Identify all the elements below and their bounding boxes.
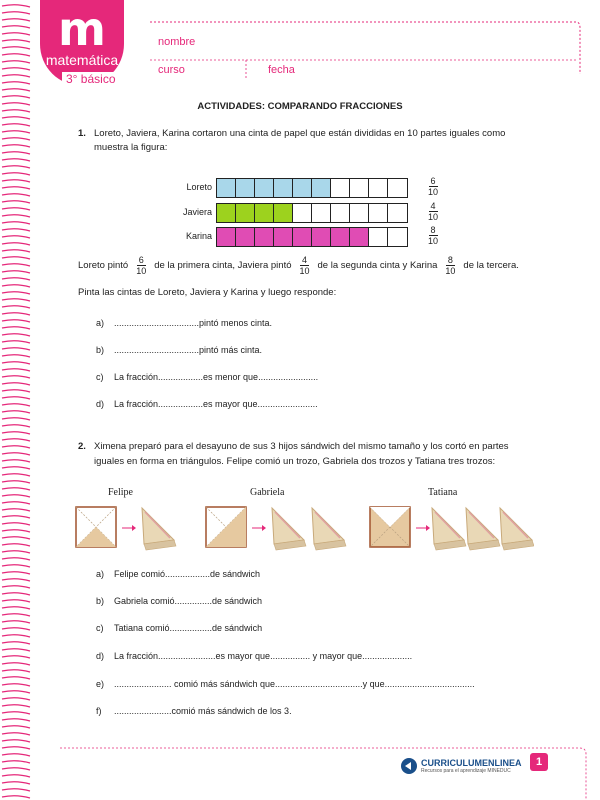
spine-line	[2, 61, 30, 63]
spine-line	[2, 96, 30, 98]
spine-line	[2, 796, 30, 798]
spine-line	[2, 698, 30, 700]
sandwich-name-gabriela: Gabriela	[250, 487, 285, 498]
spine-line	[2, 208, 30, 210]
sandwich-name-felipe: Felipe	[108, 487, 133, 498]
spine-line	[2, 446, 30, 448]
sandwich-piece	[500, 508, 534, 550]
spine-line	[2, 439, 30, 441]
grade-label: 3° básico	[62, 72, 120, 86]
spine-line	[2, 530, 30, 532]
spine-line	[2, 635, 30, 637]
spine-line	[2, 19, 30, 21]
strip-cell[interactable]	[350, 228, 369, 246]
spine-line	[2, 411, 30, 413]
fraction-numerator: 8	[447, 255, 453, 265]
q2-item-e-letter: e)	[96, 679, 105, 689]
spine-line	[2, 516, 30, 518]
spine-line	[2, 656, 30, 658]
q2-item-b-letter: b)	[96, 596, 105, 606]
spine-line	[2, 47, 30, 49]
spine-line	[2, 68, 30, 70]
spine-line	[2, 54, 30, 56]
spine-line	[2, 264, 30, 266]
sentence-part: Loreto pintó	[78, 259, 129, 271]
strip-javiera[interactable]	[216, 203, 408, 223]
spine-line	[2, 649, 30, 651]
spine-line	[2, 586, 30, 588]
strip-cell[interactable]	[274, 179, 293, 197]
spine-line	[2, 138, 30, 140]
date-field-label: fecha	[268, 64, 295, 76]
strip-cell[interactable]	[236, 228, 255, 246]
fraction-denominator: 10	[136, 266, 147, 276]
spine-line	[2, 131, 30, 133]
spine-line	[2, 285, 30, 287]
spine-line	[2, 75, 30, 77]
spine-line	[2, 180, 30, 182]
q1-sentence	[78, 255, 519, 276]
spine-line	[2, 369, 30, 371]
strip-cell[interactable]	[369, 179, 388, 197]
spine-line	[2, 215, 30, 217]
spine-line	[2, 565, 30, 567]
spine-line	[2, 453, 30, 455]
curriculum-logo	[400, 757, 522, 775]
strip-cell[interactable]	[312, 204, 331, 222]
spine-line	[2, 82, 30, 84]
spine-line	[2, 579, 30, 581]
strip-cell[interactable]	[312, 228, 331, 246]
strip-fraction	[424, 225, 442, 246]
q2-text-line2: iguales en forma en triángulos. Felipe comió un trozo, Gabriela dos trozos y Tatiana tres trozos:	[94, 456, 496, 467]
spine-line	[2, 719, 30, 721]
sandwich-square-tatiana	[370, 507, 410, 547]
q2-item-b[interactable]: Gabriela comió...............de sándwich	[114, 596, 263, 606]
spine-line	[2, 173, 30, 175]
spine-line	[2, 789, 30, 791]
spine-line	[2, 292, 30, 294]
q1-item-a-letter: a)	[96, 318, 105, 328]
strip-cell[interactable]	[236, 204, 255, 222]
spine-line	[2, 628, 30, 630]
fraction-denominator: 10	[428, 212, 439, 222]
spine-line	[2, 558, 30, 560]
strip-fraction	[424, 201, 442, 222]
spine-line	[2, 117, 30, 119]
spine-line	[2, 572, 30, 574]
spine-line	[2, 271, 30, 273]
spine-line	[2, 348, 30, 350]
fraction-denominator: 10	[428, 236, 439, 246]
spine-line	[2, 376, 30, 378]
spine-line	[2, 313, 30, 315]
spine-line	[2, 761, 30, 763]
strip-cell[interactable]	[217, 228, 236, 246]
spine-line	[2, 488, 30, 490]
spine-line	[2, 5, 30, 7]
sentence-part: de la primera cinta, Javiera pintó	[154, 259, 292, 271]
q1-item-c[interactable]: La fracción..................es menor que........................	[114, 372, 319, 382]
spine-line	[2, 432, 30, 434]
spine-line	[2, 418, 30, 420]
spine-line	[2, 40, 30, 42]
spine-line	[2, 257, 30, 259]
spine-line	[2, 747, 30, 749]
strip-cell[interactable]	[217, 204, 236, 222]
spine-line	[2, 89, 30, 91]
spine-line	[2, 355, 30, 357]
strip-label: Javiera	[182, 207, 212, 217]
spine-line	[2, 782, 30, 784]
spine-line	[2, 460, 30, 462]
strip-cell[interactable]	[293, 228, 312, 246]
sandwich-piece	[272, 508, 306, 550]
q2-item-f[interactable]: .......................comió más sándwich de los 3.	[114, 706, 292, 716]
spine-line	[2, 194, 30, 196]
q1-item-a[interactable]: ..................................pintó menos cinta.	[114, 318, 273, 328]
q2-item-c-letter: c)	[96, 623, 104, 633]
spine-line	[2, 222, 30, 224]
strip-cell[interactable]	[236, 179, 255, 197]
spine-line	[2, 481, 30, 483]
sandwich-illustration	[74, 504, 534, 554]
strip-cell[interactable]	[369, 204, 388, 222]
fraction-denominator: 10	[445, 266, 456, 276]
sandwich-piece	[142, 508, 176, 550]
spine-line	[2, 299, 30, 301]
fraction-denominator: 10	[299, 266, 310, 276]
fraction-numerator: 6	[138, 255, 144, 265]
spine-line	[2, 691, 30, 693]
spine-line	[2, 152, 30, 154]
strip-cell[interactable]	[274, 228, 293, 246]
page-title: ACTIVIDADES: COMPARANDO FRACCIONES	[197, 101, 403, 112]
logo-text: matemática	[45, 52, 119, 68]
spine-line	[2, 124, 30, 126]
curriculum-logo-icon	[400, 757, 418, 775]
q1-text-line1: Loreto, Javiera, Karina cortaron una cinta de papel que están divididas en 10 partes iguales como	[94, 128, 506, 139]
q2-item-f-letter: f)	[96, 706, 102, 716]
strip-label: Loreto	[186, 182, 212, 192]
q1-text-line2: muestra la figura:	[94, 142, 168, 153]
strip-cell[interactable]	[217, 179, 236, 197]
spine-line	[2, 334, 30, 336]
spine-line	[2, 306, 30, 308]
spine-line	[2, 754, 30, 756]
spine-line	[2, 390, 30, 392]
strip-cell[interactable]	[293, 204, 312, 222]
q2-item-d-letter: d)	[96, 651, 105, 661]
spine-line	[2, 278, 30, 280]
spine-line	[2, 726, 30, 728]
fraction-numerator: 4	[430, 201, 436, 211]
spine-line	[2, 509, 30, 511]
course-field-label: curso	[158, 64, 185, 76]
spine-line	[2, 425, 30, 427]
spine-line	[2, 341, 30, 343]
logo-letter: m	[58, 2, 106, 56]
q1-number: 1.	[78, 128, 86, 139]
q1-item-b[interactable]: ..................................pintó más cinta.	[114, 345, 263, 355]
spine-line	[2, 145, 30, 147]
sandwich-piece	[312, 508, 346, 550]
strip-cell[interactable]	[388, 228, 407, 246]
sentence-part: de la tercera.	[463, 259, 519, 271]
spine-line	[2, 33, 30, 35]
spine-line	[2, 236, 30, 238]
spine-line	[2, 614, 30, 616]
spine-line	[2, 551, 30, 553]
sandwich-square-gabriela	[206, 507, 246, 547]
strip-cell[interactable]	[350, 204, 369, 222]
spine-line	[2, 537, 30, 539]
name-field-label: nombre	[158, 36, 196, 48]
q1-item-d-letter: d)	[96, 399, 105, 409]
q2-item-a[interactable]: Felipe comió..................de sándwich	[114, 569, 261, 579]
strip-cell[interactable]	[331, 204, 350, 222]
spine-line	[2, 159, 30, 161]
strip-cell[interactable]	[331, 228, 350, 246]
spine-line	[2, 201, 30, 203]
curriculum-tagline: Recursos para el aprendizaje MINEDUC	[421, 768, 511, 774]
strip-cell[interactable]	[312, 179, 331, 197]
fraction-numerator: 4	[302, 255, 308, 265]
spine-line	[2, 684, 30, 686]
spine-line	[2, 663, 30, 665]
spine-line	[2, 362, 30, 364]
strip-cell[interactable]	[274, 204, 293, 222]
q1-item-d[interactable]: La fracción..................es mayor que........................	[114, 399, 318, 409]
spine-line	[2, 166, 30, 168]
strip-cell[interactable]	[350, 179, 369, 197]
page-number: 1	[530, 753, 548, 771]
spine-line	[2, 404, 30, 406]
spine-line	[2, 26, 30, 28]
spine-line	[2, 740, 30, 742]
spine-line	[2, 670, 30, 672]
spine-line	[2, 397, 30, 399]
notebook-spine	[0, 0, 34, 800]
strip-cell[interactable]	[255, 179, 274, 197]
spine-line	[2, 733, 30, 735]
sentence-part: de la segunda cinta y Karina	[317, 259, 438, 271]
strip-label: Karina	[185, 231, 212, 241]
spine-line	[2, 642, 30, 644]
strip-karina[interactable]	[216, 227, 408, 247]
q2-number: 2.	[78, 441, 86, 452]
q1-instruction: Pinta las cintas de Loreto, Javiera y Karina y luego responde:	[78, 287, 337, 298]
spine-line	[2, 187, 30, 189]
strip-cell[interactable]	[255, 204, 274, 222]
spine-line	[2, 250, 30, 252]
fraction-numerator: 8	[430, 225, 436, 235]
strip-fraction	[424, 176, 442, 197]
q2-text-line1: Ximena preparó para el desayuno de sus 3 hijos sándwich del mismo tamaño y los cortó en partes	[94, 441, 509, 452]
spine-line	[2, 523, 30, 525]
spine-line	[2, 775, 30, 777]
spine-line	[2, 495, 30, 497]
q1-item-b-letter: b)	[96, 345, 105, 355]
sandwich-piece	[432, 508, 466, 550]
spine-line	[2, 327, 30, 329]
spine-line	[2, 383, 30, 385]
spine-line	[2, 229, 30, 231]
strip-cell[interactable]	[255, 228, 274, 246]
strip-cell[interactable]	[293, 179, 312, 197]
q2-item-a-letter: a)	[96, 569, 105, 579]
curriculum-brand: CURRICULUMENLINEA	[421, 758, 522, 768]
spine-line	[2, 593, 30, 595]
spine-line	[2, 607, 30, 609]
q2-item-d[interactable]: La fracción.......................es mayor que................ y mayor que....................	[114, 651, 413, 661]
fraction-numerator: 6	[430, 176, 436, 186]
spine-line	[2, 621, 30, 623]
sandwich-piece	[466, 508, 500, 550]
spine-line	[2, 677, 30, 679]
sandwich-square-felipe	[76, 507, 116, 547]
spine-line	[2, 502, 30, 504]
spine-line	[2, 12, 30, 14]
strip-cell[interactable]	[331, 179, 350, 197]
fraction-denominator: 10	[428, 187, 439, 197]
spine-line	[2, 320, 30, 322]
sandwich-name-tatiana: Tatiana	[428, 487, 458, 498]
q2-item-c[interactable]: Tatiana comió.................de sándwich	[114, 623, 263, 633]
spine-line	[2, 768, 30, 770]
q1-item-c-letter: c)	[96, 372, 104, 382]
q2-item-e[interactable]: ....................... comió más sándwich que...................................y que....................................	[114, 679, 475, 689]
strip-cell[interactable]	[388, 204, 407, 222]
spine-line	[2, 474, 30, 476]
header-frame	[146, 18, 582, 80]
strip-cell[interactable]	[369, 228, 388, 246]
strip-cell[interactable]	[388, 179, 407, 197]
spine-line	[2, 467, 30, 469]
spine-line	[2, 712, 30, 714]
spine-line	[2, 243, 30, 245]
spine-line	[2, 705, 30, 707]
strip-loreto[interactable]	[216, 178, 408, 198]
spine-line	[2, 544, 30, 546]
spine-line	[2, 600, 30, 602]
